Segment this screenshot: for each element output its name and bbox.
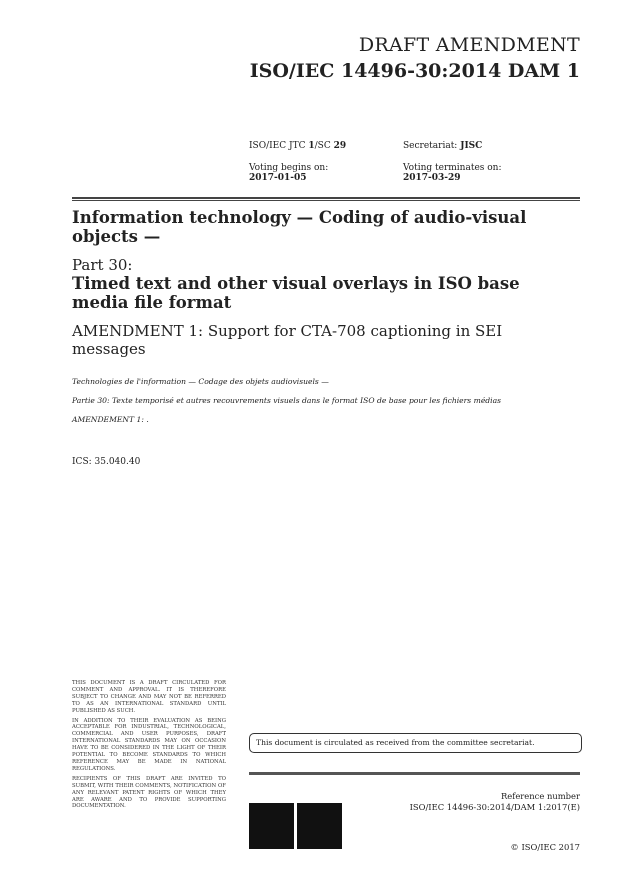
voting-terminates-date: 2017-03-29 <box>403 173 461 183</box>
document-number: ISO/IEC 14496-30:2014 DAM 1 <box>249 60 580 82</box>
french-title-line: Technologies de l'information — Codage des objets audiovisuels — <box>72 377 329 386</box>
voting-terminates <box>403 163 502 183</box>
committee-prefix: ISO/IEC JTC <box>249 141 309 151</box>
voting-begins <box>249 163 328 183</box>
part-number: Part 30: <box>72 256 133 274</box>
ics-code: ICS: 35.040.40 <box>72 457 141 467</box>
voting-terminates-label: Voting terminates on: <box>403 163 502 173</box>
divider <box>249 772 580 775</box>
notice-paragraph: RECIPIENTS OF THIS DRAFT ARE INVITED TO SUBMIT, WITH THEIR COMMENTS, NOTIFICATION OF ANY RELEVANT PATENT RIGHTS OF WHICH THEY ARE AWARE AND TO PROVIDE SUPPORTING DOCUMENTATION. <box>72 775 226 810</box>
secretariat <box>403 141 482 151</box>
secretariat-value: JISC <box>460 141 483 151</box>
iec-logo <box>297 803 342 849</box>
main-title: Information technology — Coding of audio-visual objects — <box>72 208 527 246</box>
notice-paragraph: IN ADDITION TO THEIR EVALUATION AS BEING ACCEPTABLE FOR INDUSTRIAL, TECHNOLOGICAL, COMMERCIAL AND USER PURPOSES, DRAFT INTERNATIONAL STANDARDS MAY ON OCCASION HAVE TO BE CONSIDERED IN THE LIGHT OF THEIR POTENTIAL TO BECOME STANDARDS TO WHICH REFERENCE MAY BE MADE IN NATIONAL REGULATIONS. <box>72 717 226 772</box>
copyright: © ISO/IEC 2017 <box>510 842 580 852</box>
committee <box>249 141 346 151</box>
amendment-title: AMENDMENT 1: Support for CTA-708 captioning in SEI messages <box>72 322 503 358</box>
notice-paragraph: THIS DOCUMENT IS A DRAFT CIRCULATED FOR COMMENT AND APPROVAL. IT IS THEREFORE SUBJECT TO CHANGE AND MAY NOT BE REFERRED TO AS AN INTERNATIONAL STANDARD UNTIL PUBLISHED AS SUCH. <box>72 680 226 714</box>
iso-logo <box>249 803 294 849</box>
draft-label: DRAFT AMENDMENT <box>358 34 580 56</box>
reference-value: ISO/IEC 14496-30:2014/DAM 1:2017(E) <box>409 802 580 812</box>
circulation-note: This document is circulated as received from the committee secretariat. <box>249 733 582 753</box>
divider <box>72 197 580 201</box>
part-title: Timed text and other visual overlays in ISO base media file format <box>72 274 520 312</box>
french-title-line: AMENDEMENT 1: . <box>72 415 149 424</box>
draft-notice <box>72 680 226 813</box>
reference-label: Reference number <box>500 791 580 801</box>
secretariat-label: Secretariat: <box>403 141 461 151</box>
committee-mid: /SC <box>314 141 334 151</box>
committee-number: 1 <box>308 141 315 151</box>
reference-number <box>410 791 580 813</box>
voting-begins-date: 2017-01-05 <box>249 173 307 183</box>
subcommittee-number: 29 <box>333 141 347 151</box>
french-title-line: Partie 30: Texte temporisé et autres recouvrements visuels dans le format ISO de base pour les fichiers médias <box>72 396 502 405</box>
voting-begins-label: Voting begins on: <box>249 163 329 173</box>
